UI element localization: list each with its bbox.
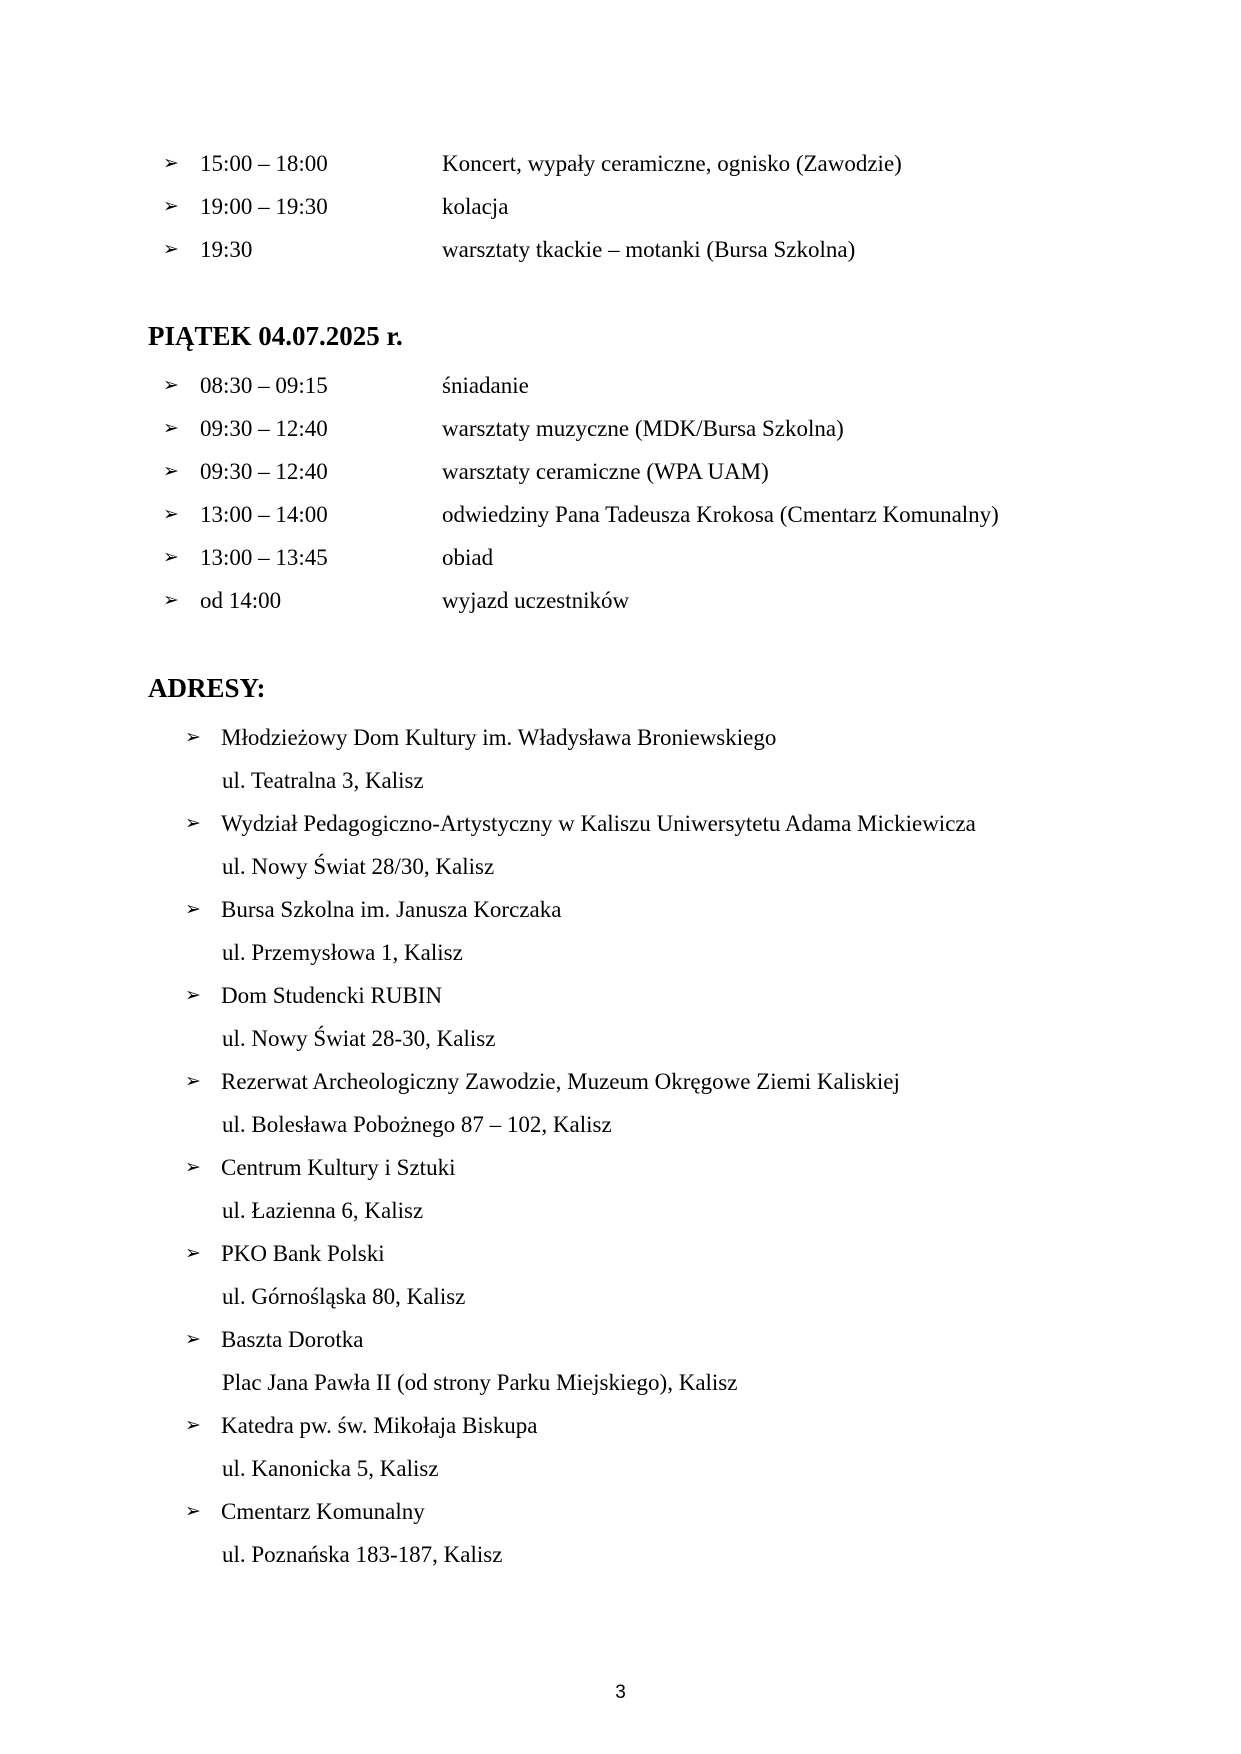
address-name: PKO Bank Polski <box>221 1241 385 1266</box>
address-name: Katedra pw. św. Mikołaja Biskupa <box>221 1413 538 1438</box>
friday-heading: PIĄTEK 04.07.2025 r. <box>148 321 403 351</box>
page-number: 3 <box>615 1682 626 1703</box>
address-name: Cmentarz Komunalny <box>221 1499 425 1524</box>
schedule-description: warsztaty muzyczne (MDK/Bursa Szkolna) <box>442 416 844 441</box>
address-street: ul. Nowy Świat 28-30, Kalisz <box>222 1026 496 1051</box>
schedule-description: kolacja <box>442 194 509 219</box>
arrow-bullet-icon: ➢ <box>185 1415 201 1436</box>
schedule-description: odwiedziny Pana Tadeusza Krokosa (Cmentarz Komunalny) <box>442 502 999 527</box>
schedule-description: wyjazd uczestników <box>442 588 630 613</box>
address-name: Centrum Kultury i Sztuki <box>221 1155 456 1180</box>
arrow-bullet-icon: ➢ <box>163 239 179 260</box>
arrow-bullet-icon: ➢ <box>185 1243 201 1264</box>
arrow-bullet-icon: ➢ <box>185 813 201 834</box>
schedule-time: 15:00 – 18:00 <box>200 151 328 176</box>
address-name: Dom Studencki RUBIN <box>221 983 443 1008</box>
arrow-bullet-icon: ➢ <box>163 547 179 568</box>
address-street: ul. Teatralna 3, Kalisz <box>222 768 424 793</box>
addresses-heading: ADRESY: <box>148 673 266 703</box>
address-street: ul. Górnośląska 80, Kalisz <box>222 1284 466 1309</box>
schedule-time: od 14:00 <box>200 588 282 613</box>
address-name: Bursa Szkolna im. Janusza Korczaka <box>221 897 562 922</box>
arrow-bullet-icon: ➢ <box>185 1071 201 1092</box>
schedule-description: Koncert, wypały ceramiczne, ognisko (Zawodzie) <box>442 151 902 176</box>
arrow-bullet-icon: ➢ <box>163 196 179 217</box>
schedule-description: warsztaty tkackie – motanki (Bursa Szkolna) <box>442 237 856 262</box>
address-name: Rezerwat Archeologiczny Zawodzie, Muzeum Okręgowe Ziemi Kaliskiej <box>221 1069 900 1094</box>
arrow-bullet-icon: ➢ <box>163 418 179 439</box>
address-street: ul. Nowy Świat 28/30, Kalisz <box>222 854 495 879</box>
address-street: ul. Łazienna 6, Kalisz <box>222 1198 424 1223</box>
schedule-time: 19:30 <box>200 237 253 262</box>
schedule-time: 09:30 – 12:40 <box>200 416 328 441</box>
arrow-bullet-icon: ➢ <box>163 153 179 174</box>
arrow-bullet-icon: ➢ <box>185 1501 201 1522</box>
schedule-time: 13:00 – 14:00 <box>200 502 328 527</box>
arrow-bullet-icon: ➢ <box>163 504 179 525</box>
address-name: Młodzieżowy Dom Kultury im. Władysława Broniewskiego <box>221 725 777 750</box>
address-street: Plac Jana Pawła II (od strony Parku Miejskiego), Kalisz <box>222 1370 738 1395</box>
arrow-bullet-icon: ➢ <box>185 985 201 1006</box>
address-street: ul. Przemysłowa 1, Kalisz <box>222 940 463 965</box>
arrow-bullet-icon: ➢ <box>163 590 179 611</box>
arrow-bullet-icon: ➢ <box>163 375 179 396</box>
arrow-bullet-icon: ➢ <box>185 1329 201 1350</box>
address-name: Wydział Pedagogiczno-Artystyczny w Kaliszu Uniwersytetu Adama Mickiewicza <box>221 811 976 836</box>
address-street: ul. Bolesława Pobożnego 87 – 102, Kalisz <box>222 1112 612 1137</box>
schedule-time: 13:00 – 13:45 <box>200 545 328 570</box>
address-name: Baszta Dorotka <box>221 1327 364 1352</box>
schedule-description: warsztaty ceramiczne (WPA UAM) <box>442 459 769 484</box>
schedule-time: 09:30 – 12:40 <box>200 459 328 484</box>
arrow-bullet-icon: ➢ <box>185 727 201 748</box>
arrow-bullet-icon: ➢ <box>185 899 201 920</box>
schedule-time: 08:30 – 09:15 <box>200 373 328 398</box>
address-street: ul. Poznańska 183-187, Kalisz <box>222 1542 503 1567</box>
address-street: ul. Kanonicka 5, Kalisz <box>222 1456 439 1481</box>
arrow-bullet-icon: ➢ <box>185 1157 201 1178</box>
arrow-bullet-icon: ➢ <box>163 461 179 482</box>
schedule-description: obiad <box>442 545 494 570</box>
schedule-time: 19:00 – 19:30 <box>200 194 328 219</box>
schedule-description: śniadanie <box>442 373 529 398</box>
